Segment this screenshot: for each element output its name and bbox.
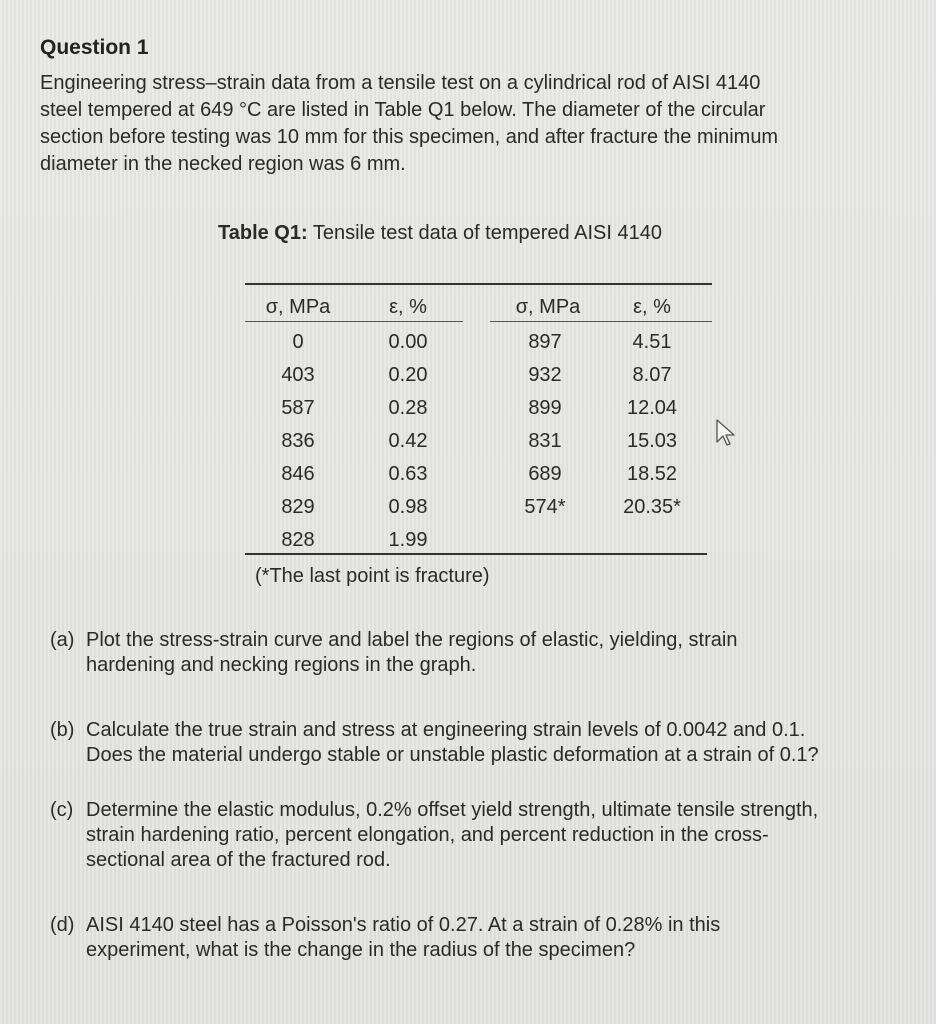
question-part-b [50, 718, 910, 768]
table-cell: 0.98 [388, 496, 428, 518]
intro-line: section before testing was 10 mm for this specimen, and after fracture the minimum [40, 126, 779, 148]
table-cell: 831 [528, 430, 562, 452]
part-line: Plot the stress-strain curve and label the regions of elastic, yielding, strain [86, 629, 738, 651]
table-cell: 20.35* [623, 496, 681, 518]
table-cell: 12.04 [626, 397, 678, 419]
table-caption-text: Tensile test data of tempered AISI 4140 [307, 222, 662, 244]
part-line: strain hardening ratio, percent elongation, and percent reduction in the cross- [86, 824, 769, 846]
part-line: Determine the elastic modulus, 0.2% offset yield strength, ultimate tensile strength, [86, 799, 819, 821]
question-intro [40, 70, 920, 178]
table-cell: 403 [281, 364, 315, 386]
table-header-stress: σ, MPa [265, 296, 331, 318]
table-cell: 0.42 [388, 430, 428, 452]
question-part-a [50, 628, 910, 678]
part-line: Calculate the true strain and stress at engineering strain levels of 0.0042 and 0.1. [86, 719, 806, 741]
table-cell: 18.52 [626, 463, 678, 485]
part-label: (d) [50, 914, 75, 936]
part-label: (a) [50, 629, 75, 651]
table-cell: 932 [528, 364, 562, 386]
intro-line: steel tempered at 649 °C are listed in Table Q1 below. The diameter of the circular [40, 99, 766, 121]
table-header-strain: ε, % [389, 296, 427, 318]
table-footnote: (*The last point is fracture) [255, 565, 490, 587]
table-cell: 587 [281, 397, 315, 419]
table-header-strain: ε, % [633, 296, 671, 318]
mouse-cursor-icon [715, 418, 739, 448]
table-caption-label: Table Q1: [218, 222, 308, 244]
table-bottom-rule [245, 553, 707, 555]
table-cell: 899 [528, 397, 562, 419]
table-cell: 0.63 [388, 463, 428, 485]
table-cell: 828 [281, 529, 315, 551]
question-part-c [50, 798, 910, 873]
part-label: (c) [50, 799, 74, 821]
question-part-d [50, 913, 910, 963]
table-caption [218, 222, 662, 245]
table-top-rule [245, 283, 712, 285]
table-header-rule-left [245, 321, 463, 322]
intro-line: Engineering stress–strain data from a tensile test on a cylindrical rod of AISI 4140 [40, 72, 761, 94]
table-cell: 829 [281, 496, 315, 518]
question-title: Question 1 [40, 36, 149, 59]
table-cell: 8.07 [632, 364, 672, 386]
part-line: Does the material undergo stable or unstable plastic deformation at a strain of 0.1? [86, 744, 819, 766]
intro-line: diameter in the necked region was 6 mm. [40, 153, 406, 175]
table-cell: 689 [528, 463, 562, 485]
part-label: (b) [50, 719, 75, 741]
part-line: sectional area of the fractured rod. [86, 849, 391, 871]
table-cell: 1.99 [388, 529, 428, 551]
table-cell: 0.20 [388, 364, 428, 386]
table-cell: 4.51 [632, 331, 672, 353]
table-cell: 836 [281, 430, 315, 452]
table-cell: 0 [292, 331, 304, 353]
table-cell: 897 [528, 331, 562, 353]
part-line: AISI 4140 steel has a Poisson's ratio of 0.27. At a strain of 0.28% in this [86, 914, 721, 936]
table-cell: 574* [524, 496, 566, 518]
table-cell: 0.00 [388, 331, 428, 353]
table-header-rule-right [490, 321, 712, 322]
table-header-stress: σ, MPa [515, 296, 581, 318]
table-cell: 0.28 [388, 397, 428, 419]
part-line: experiment, what is the change in the radius of the specimen? [86, 939, 636, 961]
table-cell: 15.03 [626, 430, 678, 452]
table-cell: 846 [281, 463, 315, 485]
part-line: hardening and necking regions in the graph. [86, 654, 477, 676]
